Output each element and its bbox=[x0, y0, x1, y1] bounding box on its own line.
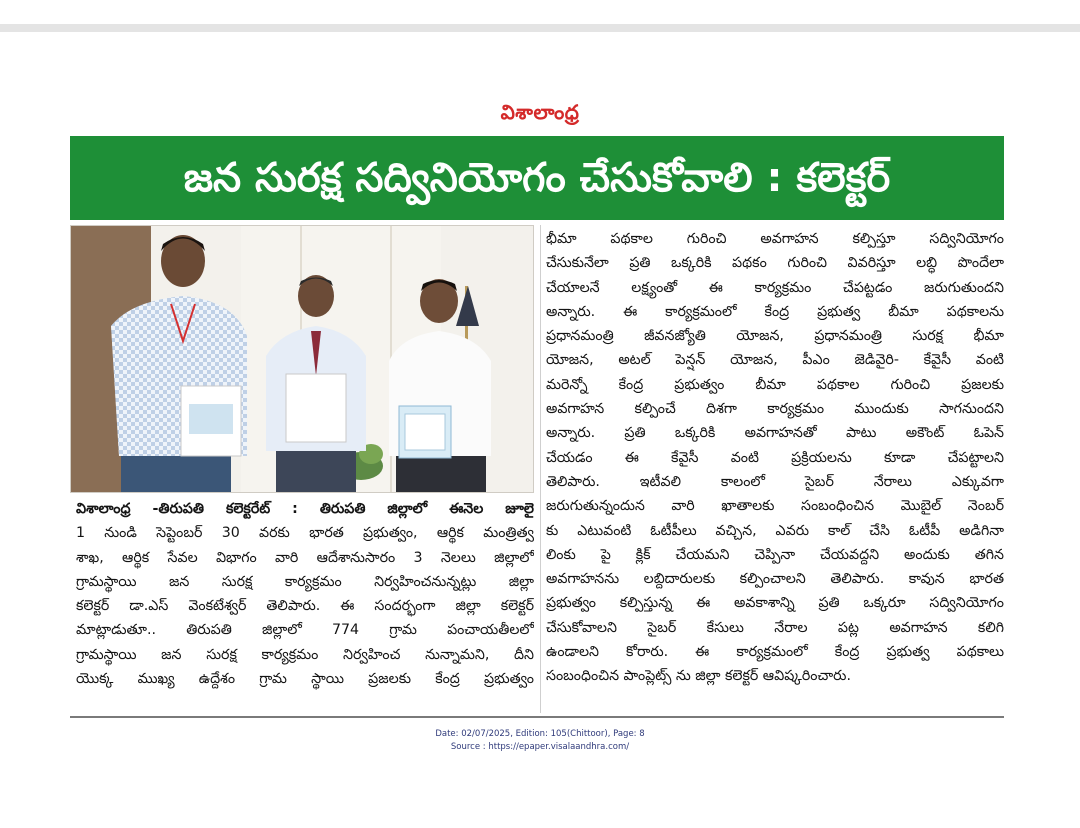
article-line: అవగాహనను లబ్దిదారులకు కల్పించాలని తెలిపారు. కావున భారత bbox=[546, 571, 1004, 588]
article-line: అన్నారు. ప్రతి ఒక్కరికి అవగాహనతో పాటు అకౌంట్ ఓపెన్ bbox=[546, 425, 1004, 442]
footer-date-line: Date: 02/07/2025, Edition: 105(Chittoor), Page: 8 bbox=[435, 729, 645, 739]
article-line: ప్రధానమంత్రి జీవనజ్యోతి యోజన, ప్రధానమంత్రి సురక్ష భీమా bbox=[546, 328, 1004, 345]
article-line: చేసుకునేలా ప్రతి ఒక్కరికి పథకం గురించి వివరిస్తూ లబ్ధి పొందేలా bbox=[546, 255, 1004, 272]
article-line: చేసుకోవాలని సైబర్ కేసులు నేరాల పట్ల అవగాహన కలిగి bbox=[546, 619, 1004, 636]
article-line: మరెన్నో కేంద్ర ప్రభుత్వం బీమా పథకాల గురించి ప్రజలకు bbox=[546, 376, 1004, 393]
article-line: భీమా పథకాల గురించి అవగాహన కల్పిస్తూ సద్వినియోగం bbox=[546, 231, 1004, 247]
article-body-left bbox=[76, 497, 534, 711]
article-line: విశాలాంధ్ర -తిరుపతి కలెక్టరేట్ : తిరుపతి జిల్లాలో ఈనెల జూలై bbox=[76, 501, 534, 517]
article-line: లింకు పై క్లిక్ చేయమని చెప్పినా చేయవద్దని అందుకు తగిన bbox=[546, 546, 1004, 563]
article-headline: జన సురక్ష సద్వినియోగం చేసుకోవాలి : కలెక్టర్ bbox=[70, 136, 1004, 220]
article-line: యోజన, అటల్ పెన్షన్ యోజన, పీఎం జెడివైరి- కేవైసీ వంటి bbox=[546, 352, 1004, 369]
newspaper-masthead: విశాలాంధ్ర bbox=[500, 100, 580, 124]
article-line: కు ఎటువంటి ఓటీపీలు వచ్చిన, ఎవరు కాల్ చేసి ఓటీపీ అడిగినా bbox=[546, 522, 1004, 539]
article-line: చేయడం ఈ కేవైసీ వంటి ప్రక్రియలను కూడా చేపట్టాలని bbox=[546, 449, 1004, 466]
article-line: జరుగుతున్నందున వారి ఖాతాలకు సంబంధించిన మొబైల్ నెంబర్ bbox=[546, 498, 1004, 515]
article-line: కలెక్టర్ డా.ఎస్ వెంకటేశ్వర్ తెలిపారు. ఈ సందర్భంగా జిల్లా కలెక్టర్ bbox=[76, 598, 534, 615]
article-line: సంబంధించిన పాంప్లెట్స్ ను జిల్లా కలెక్టర్ ఆవిష్కరించారు. bbox=[546, 668, 851, 685]
article-line: గ్రామస్థాయి జన సురక్ష కార్యక్రమం నిర్వహించనున్నట్లు జిల్లా bbox=[76, 573, 534, 590]
article-line: అవగాహన కల్పించే దిశగా కార్యక్రమం ముందుకు సాగనుందని bbox=[546, 401, 1004, 418]
article-line: అన్నారు. ఈ కార్యక్రమంలో కేంద్ర ప్రభుత్వ బీమా పథకాలను bbox=[546, 303, 1004, 320]
article-photo bbox=[70, 225, 534, 493]
top-gray-bar bbox=[0, 24, 1080, 32]
article-body-right bbox=[546, 227, 1004, 711]
article-line: 1 నుండి సెప్టెంబర్ 30 వరకు భారత ప్రభుత్వం, ఆర్థిక మంత్రిత్వ bbox=[76, 525, 534, 542]
footer-source-link[interactable]: Source : https://epaper.visalaandhra.com/ bbox=[450, 742, 630, 752]
article-line: ప్రభుత్వం కల్పిస్తున్న ఈ అవకాశాన్ని ప్రతి ఒక్కరూ సద్వినియోగం bbox=[546, 595, 1004, 612]
article-line: యొక్క ముఖ్య ఉద్దేశం గ్రామ స్థాయి ప్రజలకు కేంద్ర ప్రభుత్వం bbox=[76, 671, 534, 688]
column-divider bbox=[540, 225, 541, 713]
article-line: ఉండాలని కోరారు. ఈ కార్యక్రమంలో కేంద్ర ప్రభుత్వ పథకాలు bbox=[546, 644, 1004, 661]
article-line: చేయాలనే లక్ష్యంతో ఈ కార్యక్రమం చేపట్టడం జరుగుతుందని bbox=[546, 279, 1004, 296]
article-line: మాట్లాడుతూ.. తిరుపతి జిల్లాలో 774 గ్రామ పంచాయతీలలో bbox=[76, 622, 534, 639]
article-line: తెలిపారు. ఇటీవలి కాలంలో సైబర్ నేరాలు ఎక్కువగా bbox=[546, 473, 1004, 490]
article-line: గ్రామస్థాయి జన సురక్ష కార్యక్రమం నిర్వహించ నున్నామని, దీని bbox=[76, 646, 534, 663]
article-line: శాఖ, ఆర్థిక సేవల విభాగం వారి ఆదేశానుసారం 3 నెలలు జిల్లాలో bbox=[76, 549, 534, 566]
epaper-footer bbox=[340, 728, 740, 754]
article-bottom-rule bbox=[70, 716, 1004, 718]
